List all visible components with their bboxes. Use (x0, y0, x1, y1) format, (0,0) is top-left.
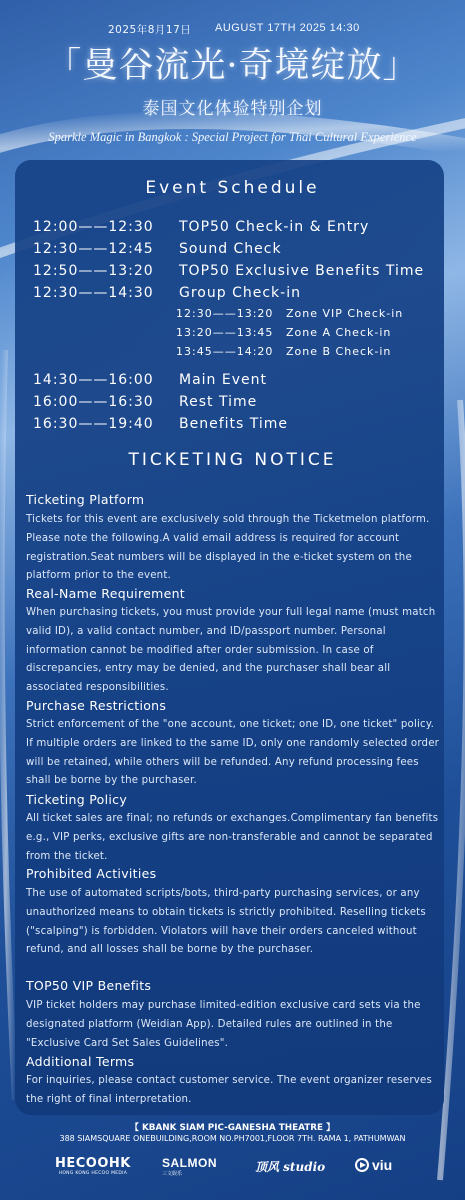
schedule-sub-time: 12:30——13:20 (176, 307, 274, 320)
section-body: When purchasing tickets, you must provide your full legal name (must match valid ID), a valid contact number, and ID/passport number. Personal information cannot be modified after order submission. In case of discrepancies, entry may be denied, and the purchaser shall bear all associated responsibilities. (26, 607, 436, 694)
hecook-logo-subtext: HONG KONG HECOO MEDIA (58, 1171, 128, 1176)
schedule-title: Event Schedule (145, 178, 320, 198)
schedule-time: 12:30——12:45 (33, 241, 154, 257)
schedule-subrow (176, 326, 392, 339)
studio-logo: 顶风 studio (255, 1160, 326, 1174)
section-heading: TOP50 VIP Benefits (26, 978, 152, 993)
salmon-logo-text: SALMON (162, 1156, 217, 1170)
schedule-event: TOP50 Exclusive Benefits Time (179, 263, 425, 279)
venue-address: 388 SIAMSQUARE ONEBUILDING,ROOM NO.PH7001,FLOOR 7TH. RAMA 1, PATHUMWAN (59, 1134, 406, 1143)
schedule-sub-event: Zone A Check-in (286, 326, 392, 339)
section-body: The use of automated scripts/bots, third-party purchasing services, or any unauthorized means to obtain tickets is strictly prohibited. Reselling tickets ("scalping") is forbidden. Violators will have their orders canceled without refund, and all losses shall be borne by the purchaser. (26, 888, 426, 956)
subtitle-en: Sparkle Magic in Bangkok : Special Project for Thai Cultural Experience (48, 130, 417, 144)
section-body: All ticket sales are final; no refunds or exchanges.Complimentary fan benefits e.g., VIP perks, exclusive gifts are non-transferable and cannot be separated from the ticket. (26, 813, 439, 862)
section-body: For inquiries, please contact customer service. The event organizer reserves the right of final interpretation. (26, 1075, 432, 1105)
schedule-subrow (176, 345, 392, 358)
section-body: Tickets for this event are exclusively sold through the Ticketmelon platform. Please note the following.A valid email address is required for account registration.Seat numbers will be displayed in the e-ticket system on the platform prior to the event. (26, 514, 430, 582)
ticketing-notice-title: TICKETING NOTICE (128, 450, 337, 470)
schedule-time: 14:30——16:00 (33, 372, 154, 388)
section-heading: Additional Terms (26, 1054, 135, 1069)
date-en: AUGUST 17TH 2025 14:30 (215, 22, 360, 34)
schedule-sub-time: 13:45——14:20 (176, 345, 274, 358)
play-circle-icon (355, 1158, 369, 1172)
section-heading: Ticketing Policy (26, 792, 128, 807)
section-heading: Real-Name Requirement (26, 586, 185, 601)
section-heading: Prohibited Activities (26, 866, 157, 881)
schedule-sub-event: Zone B Check-in (286, 345, 392, 358)
salmon-logo (162, 1156, 217, 1177)
schedule-time: 12:00——12:30 (33, 219, 154, 235)
section-body: Strict enforcement of the "one account, one ticket; one ID, one ticket" policy. If multiple orders are linked to the same ID, only one randomly selected order will be retained, while others will be refunded. Any refund processing fees shall be borne by the purchaser. (26, 719, 440, 787)
schedule-time: 12:50——13:20 (33, 263, 154, 279)
hecook-logo-text: HECOOHK (55, 1156, 131, 1171)
salmon-logo-subtext: 三文娱乐 (162, 1171, 183, 1177)
schedule-sub-time: 13:20——13:45 (176, 326, 274, 339)
section-body: VIP ticket holders may purchase limited-edition exclusive card sets via the designated platform (Weidian App). Detailed rules are outlined in the "Exclusive Card Set Sales Guidelines". (26, 1000, 421, 1049)
schedule-sub-event: Zone VIP Check-in (286, 307, 404, 320)
schedule-event: Main Event (179, 372, 267, 388)
schedule-time: 16:00——16:30 (33, 394, 154, 410)
venue-name: 【 KBANK SIAM PIC-GANESHA THEATRE 】 (130, 1123, 335, 1133)
date-cn: 2025年8月17日 (108, 24, 192, 36)
viu-logo-text: viu (372, 1157, 393, 1173)
schedule-event: Sound Check (179, 241, 282, 257)
page-title: 「曼谷流光·奇境绽放」 (46, 46, 419, 86)
schedule-event: TOP50 Check-in & Entry (179, 219, 370, 235)
section-heading: Ticketing Platform (26, 492, 145, 507)
hecook-logo (55, 1156, 131, 1176)
schedule-time: 12:30——14:30 (33, 285, 154, 301)
viu-logo (355, 1157, 392, 1173)
subtitle-cn: 泰国文化体验特别企划 (142, 99, 323, 119)
section-heading: Purchase Restrictions (26, 698, 167, 713)
schedule-event: Rest Time (179, 394, 258, 410)
schedule-subrow (176, 307, 404, 320)
schedule-event: Group Check-in (179, 285, 301, 301)
schedule-time: 16:30——19:40 (33, 416, 154, 432)
schedule-event: Benefits Time (179, 416, 289, 432)
